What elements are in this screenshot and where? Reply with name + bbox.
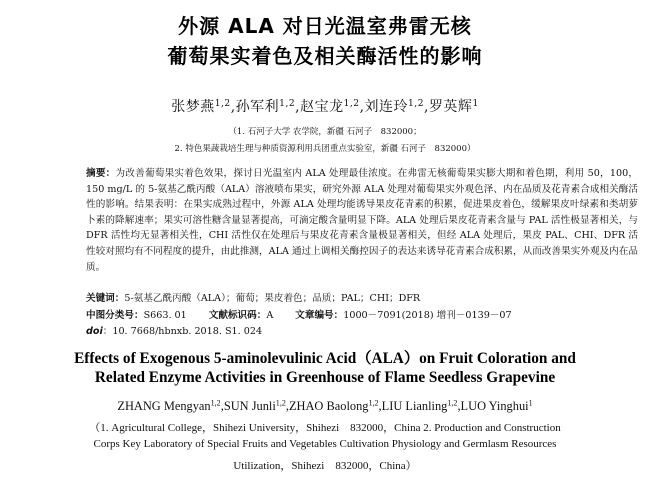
author-en: ZHAO Baolong$^{1,2}$, — [288, 398, 382, 413]
doi-line — [86, 323, 262, 337]
affiliation-cn-line-2: 2. 特色果蔬栽培生理与种质资源利用兵团重点实验室，新疆 石河子 832000） — [174, 144, 476, 154]
authors-cn — [0, 96, 650, 116]
clc-label: 中图分类号： — [86, 310, 144, 321]
affiliation-en-line-2: Corps Key Laboratory of Special Fruits and Vegetables Cultivation Physiology and Germlasm Resources — [93, 438, 557, 450]
title-cn-line-2: 葡萄果实着色及相关酶活性的影响 — [167, 44, 483, 68]
affiliation-cn-line-1: （1. 石河子大学 农学院，新疆 石河子 832000； — [228, 127, 422, 137]
author-cn: 赵宝龙$^{1,2}$, — [300, 99, 365, 115]
author-cn: 罗英辉$^1$ — [428, 99, 479, 115]
keywords — [86, 290, 420, 304]
clc-value: S663. 01 — [143, 310, 187, 321]
abstract-label: 摘要： — [86, 168, 116, 179]
title-cn-line-1: 外源 ALA 对日光温室弗雷无核 — [178, 14, 472, 38]
author-cn: 孙军利$^{1,2}$, — [235, 99, 301, 115]
keywords-label: 关键词： — [86, 293, 125, 304]
affiliation-en-line-3: Utilization，Shihezi 832000，China） — [233, 460, 417, 472]
doi-label: doi — [86, 326, 103, 337]
author-en: LIU Lianling$^{1,2}$, — [381, 398, 461, 413]
author-en: SUN Junli$^{1,2}$, — [223, 398, 289, 413]
author-cn: 张梦燕$^{1,2}$, — [171, 99, 236, 115]
abstract-text: 为改善葡萄果实着色效果，探讨日光温室内 ALA 处理最佳浓度。在弗雷无核葡萄果实膨大期和着色期，利用 50，100，150 mg/L 的 5-氨基乙酰丙酸（ALA）溶液喷布果实，研究外源 ALA 处理对葡萄果实外观色泽、内在品质及花青素合成相关酶活性的影响。结果表明：在果实成熟过程中，外源 ALA 处理均能诱导果皮花青素的积累，促进果皮着色，缓解果皮叶绿素和类胡萝卜素的降解速率；果实可溶性糖含量显著提高，可滴定酸含量明显下降。ALA 处理后果皮花青素含量与 PAL 活性极显著相关，与 DFR 活性均无显著相关性，CHI 活性仅在处理后与果皮花青素含量极显著相关，但经 ALA 处理后，果皮 PAL、CHI、DFR 活性较对照均有不同程度的提升，由此推测，ALA 通过上调相关酶控因子的表达来诱导花青素合成积累，从而改善果实外观及内在品质。 — [86, 168, 639, 273]
keywords-value: 5-氨基乙酰丙酸（ALA）；葡萄；果皮着色；品质；PAL；CHI；DFR — [124, 293, 421, 304]
author-cn: 刘连玲$^{1,2}$, — [364, 99, 429, 115]
title-en-line-2: Related Enzyme Activities in Greenhouse of Flame Seedless Grapevine — [94, 369, 556, 386]
title-en-line-1: Effects of Exogenous 5-aminolevulinic Acid（ALA）on Fruit Coloration and — [74, 350, 576, 367]
doc-code-label: 文献标识码： — [208, 310, 267, 321]
classification-line — [86, 307, 512, 321]
article-number-value: 1000－7091(2018) 增刊－0139－07 — [343, 310, 512, 321]
authors-en — [0, 399, 650, 414]
doi-value: ：10. 7668/hbnxb. 2018. S1. 024 — [102, 326, 263, 337]
abstract — [86, 166, 638, 275]
doc-code-value: A — [266, 310, 274, 321]
article-number-label: 文章编号： — [295, 310, 344, 321]
author-en: LUO Yinghui$^1$ — [460, 398, 533, 413]
affiliation-en-line-1: （1. Agricultural College，Shihezi University，Shihezi 832000，China 2. Production and Construction — [89, 422, 561, 434]
author-en: ZHANG Mengyan$^{1,2}$, — [117, 398, 224, 413]
